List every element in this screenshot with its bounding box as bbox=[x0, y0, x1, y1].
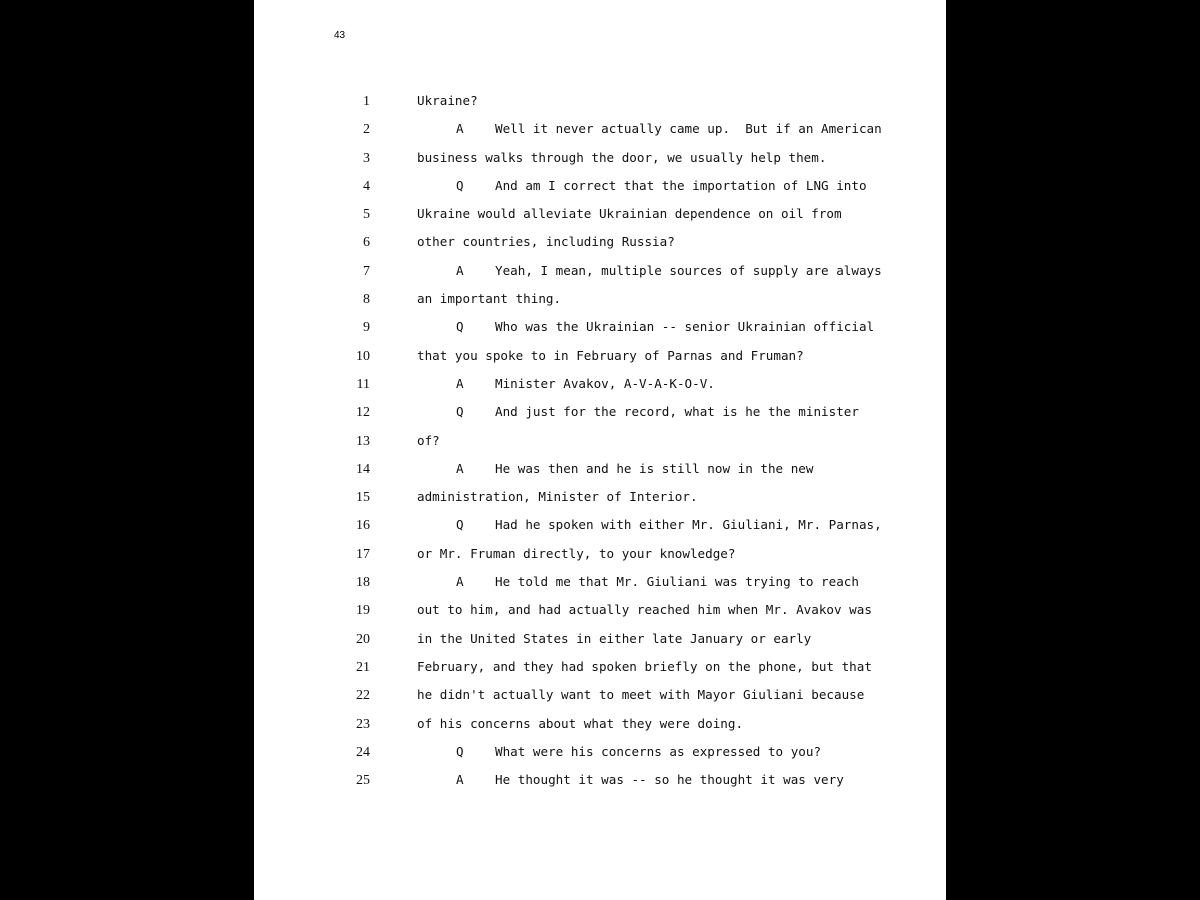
transcript-line bbox=[254, 229, 946, 257]
transcript-line bbox=[254, 512, 946, 540]
line-text bbox=[417, 206, 842, 221]
line-number: 6 bbox=[363, 235, 370, 251]
line-number: 11 bbox=[356, 376, 370, 392]
line-number: 17 bbox=[356, 546, 370, 562]
speaker-label: A bbox=[456, 460, 464, 476]
speaker-label: Q bbox=[456, 319, 464, 335]
transcript-line bbox=[254, 428, 946, 456]
line-content: Yeah, I mean, multiple sources of supply are always bbox=[495, 262, 882, 278]
transcript-line bbox=[254, 201, 946, 229]
line-text bbox=[456, 772, 844, 787]
transcript-line bbox=[254, 541, 946, 569]
line-text bbox=[456, 517, 882, 532]
line-number: 5 bbox=[363, 207, 370, 223]
transcript-line bbox=[254, 399, 946, 427]
speaker-label: A bbox=[456, 375, 464, 391]
line-text bbox=[456, 404, 859, 419]
line-text bbox=[417, 433, 440, 448]
line-content: in the United States in either late January or early bbox=[417, 630, 812, 646]
transcript-body bbox=[254, 88, 946, 795]
speaker-label: Q bbox=[456, 404, 464, 420]
line-text bbox=[417, 631, 811, 646]
line-text bbox=[456, 319, 874, 334]
line-number: 15 bbox=[356, 490, 370, 506]
line-number: 2 bbox=[363, 122, 370, 138]
line-number: 18 bbox=[356, 575, 370, 591]
speaker-label: A bbox=[456, 121, 464, 137]
speaker-label: Q bbox=[456, 517, 464, 533]
transcript-line bbox=[254, 314, 946, 342]
line-text bbox=[417, 489, 698, 504]
transcript-line bbox=[254, 711, 946, 739]
line-text bbox=[417, 602, 872, 617]
line-number: 4 bbox=[363, 178, 370, 194]
line-content: He told me that Mr. Giuliani was trying to reach bbox=[495, 574, 859, 590]
line-content: What were his concerns as expressed to you? bbox=[495, 743, 822, 759]
line-number: 21 bbox=[356, 659, 370, 675]
line-number: 3 bbox=[363, 150, 370, 166]
transcript-line bbox=[254, 88, 946, 116]
transcript-page bbox=[254, 0, 946, 900]
speaker-label: Q bbox=[456, 743, 464, 759]
page-number: 43 bbox=[334, 30, 346, 41]
line-content: an important thing. bbox=[417, 291, 562, 307]
line-text bbox=[417, 150, 826, 165]
line-content: Ukraine? bbox=[417, 93, 478, 108]
transcript-line bbox=[254, 343, 946, 371]
line-content: Minister Avakov, A-V-A-K-O-V. bbox=[495, 375, 715, 391]
line-number: 12 bbox=[356, 405, 370, 421]
transcript-line bbox=[254, 484, 946, 512]
line-content: Ukraine would alleviate Ukrainian dependence on oil from bbox=[417, 206, 842, 222]
line-text bbox=[456, 263, 882, 278]
speaker-label: A bbox=[456, 772, 464, 788]
transcript-line bbox=[254, 597, 946, 625]
speaker-label: A bbox=[456, 262, 464, 278]
line-text bbox=[417, 687, 864, 702]
line-number: 16 bbox=[356, 518, 370, 534]
line-text bbox=[417, 93, 478, 108]
line-text bbox=[417, 659, 872, 674]
line-content: And just for the record, what is he the minister bbox=[495, 404, 859, 420]
line-content: He thought it was -- so he thought it was very bbox=[495, 772, 844, 788]
line-content: of his concerns about what they were doing. bbox=[417, 715, 744, 731]
line-text bbox=[417, 546, 735, 561]
transcript-line bbox=[254, 145, 946, 173]
line-content: other countries, including Russia? bbox=[417, 234, 675, 250]
transcript-line bbox=[254, 371, 946, 399]
transcript-line bbox=[254, 569, 946, 597]
line-content: Had he spoken with either Mr. Giuliani, Mr. Parnas, bbox=[495, 517, 882, 533]
line-text bbox=[456, 121, 882, 136]
line-number: 13 bbox=[356, 433, 370, 449]
transcript-line bbox=[254, 456, 946, 484]
line-content: Well it never actually came up. But if an American bbox=[495, 121, 882, 137]
transcript-line bbox=[254, 116, 946, 144]
line-content: he didn't actually want to meet with Mayor Giuliani because bbox=[417, 687, 865, 703]
transcript-line bbox=[254, 626, 946, 654]
line-number: 22 bbox=[356, 688, 370, 704]
line-number: 1 bbox=[363, 94, 370, 109]
transcript-line bbox=[254, 654, 946, 682]
line-number: 10 bbox=[356, 348, 370, 364]
line-content: And am I correct that the importation of LNG into bbox=[495, 177, 867, 193]
transcript-line bbox=[254, 739, 946, 767]
transcript-line bbox=[254, 173, 946, 201]
line-number: 23 bbox=[356, 716, 370, 732]
line-content: that you spoke to in February of Parnas and Fruman? bbox=[417, 347, 804, 363]
line-text bbox=[456, 376, 715, 391]
line-content: out to him, and had actually reached him when Mr. Avakov was bbox=[417, 602, 872, 618]
line-text bbox=[417, 291, 561, 306]
line-content: of? bbox=[417, 432, 440, 448]
line-number: 19 bbox=[356, 603, 370, 619]
line-text bbox=[456, 744, 821, 759]
speaker-label: A bbox=[456, 574, 464, 590]
transcript-line bbox=[254, 767, 946, 795]
transcript-line bbox=[254, 286, 946, 314]
line-text bbox=[417, 234, 675, 249]
line-content: or Mr. Fruman directly, to your knowledge? bbox=[417, 545, 736, 561]
line-text bbox=[417, 716, 743, 731]
line-number: 14 bbox=[356, 461, 370, 477]
line-content: administration, Minister of Interior. bbox=[417, 489, 698, 505]
speaker-label: Q bbox=[456, 177, 464, 193]
line-number: 25 bbox=[356, 773, 370, 789]
line-content: Who was the Ukrainian -- senior Ukrainian official bbox=[495, 319, 875, 335]
line-number: 8 bbox=[363, 292, 370, 308]
line-text bbox=[456, 461, 813, 476]
line-text bbox=[456, 178, 867, 193]
line-content: He was then and he is still now in the new bbox=[495, 460, 814, 476]
line-number: 24 bbox=[356, 744, 370, 760]
line-text bbox=[417, 348, 804, 363]
transcript-line bbox=[254, 258, 946, 286]
line-number: 9 bbox=[363, 320, 370, 336]
transcript-line bbox=[254, 682, 946, 710]
line-content: business walks through the door, we usually help them. bbox=[417, 149, 827, 165]
line-number: 7 bbox=[363, 263, 370, 279]
line-number: 20 bbox=[356, 631, 370, 647]
line-content: February, and they had spoken briefly on the phone, but that bbox=[417, 658, 872, 674]
line-text bbox=[456, 574, 859, 589]
